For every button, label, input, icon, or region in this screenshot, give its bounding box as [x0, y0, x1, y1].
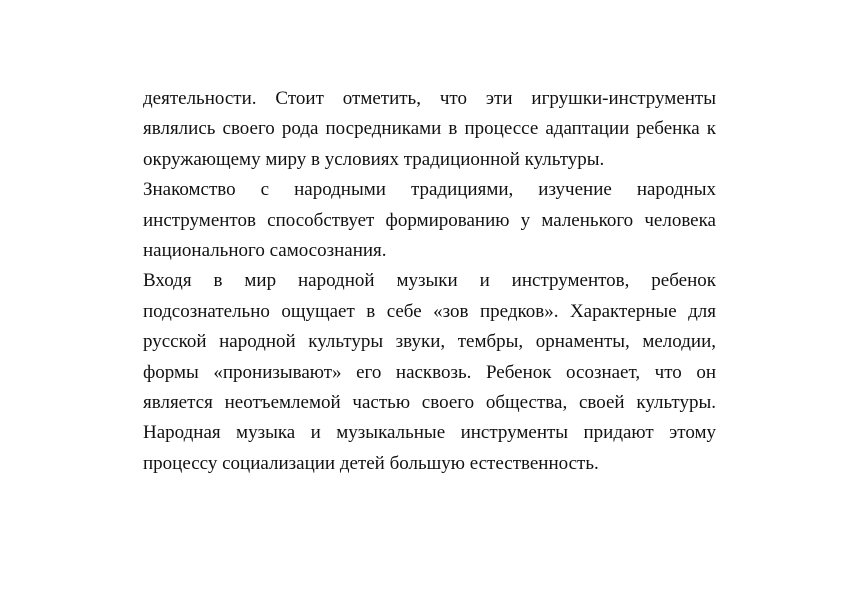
- paragraph-2: Знакомство с народными традициями, изучение народных инструментов способствует формированию у маленького человека национального самосознания.: [143, 179, 716, 262]
- body-text: [143, 84, 716, 479]
- paragraph-3: Входя в мир народной музыки и инструментов, ребенок подсознательно ощущает в себе «зов предков». Характерные для русской народной культуры звуки, тембры, орнаменты, мелодии, формы «пронизывают» его насквозь. Ребенок осознает, что он является неотъемлемой частью своего общества, своей культуры. Народная музыка и музыкальные инструменты придают этому процессу социализации детей большую естественность.: [143, 270, 716, 474]
- paragraph-1: деятельности. Стоит отметить, что эти игрушки-инструменты являлись своего рода посредниками в процессе адаптации ребенка к окружающему миру в условиях традиционной культуры.: [143, 88, 716, 170]
